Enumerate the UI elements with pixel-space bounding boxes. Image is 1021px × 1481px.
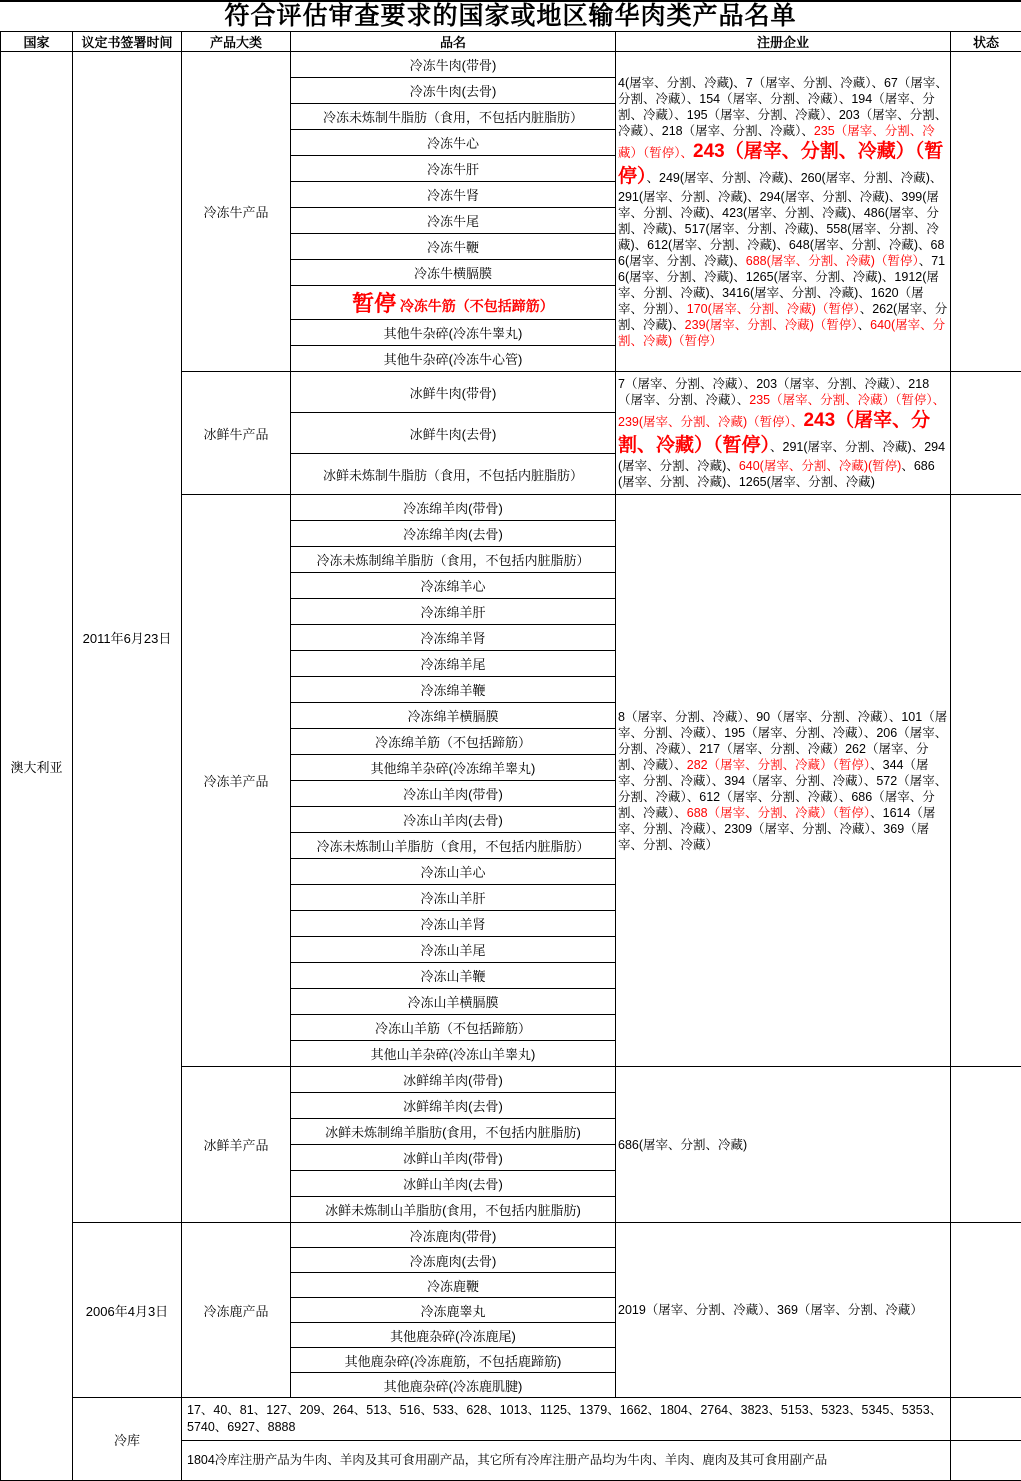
plain-text: 冷冻山羊横膈膜 — [407, 995, 498, 1010]
meat-products-table — [0, 31, 1021, 1481]
product-cell — [291, 937, 616, 963]
plain-text: 冷冻牛肝 — [427, 162, 479, 177]
product-cell — [291, 1171, 616, 1197]
product-cell — [291, 1197, 616, 1223]
plain-text: 冷冻鹿鞭 — [427, 1279, 479, 1294]
column-header-country: 国家 — [1, 32, 73, 52]
plain-text: 冷冻绵羊筋（不包括蹄筋） — [375, 735, 531, 750]
product-cell — [291, 963, 616, 989]
plain-text: 冷冻绵羊肉(带骨) — [403, 501, 503, 516]
plain-text: 、686(屠宰、分割、冷藏)、1265(屠宰、分割、冷藏) — [618, 459, 935, 489]
category-cell: 冰鲜牛产品 — [182, 372, 291, 495]
highlighted-text: 640(屠宰、分割、冷藏)(暂停) — [739, 459, 902, 473]
plain-text: 冷冻山羊筋（不包括蹄筋） — [375, 1021, 531, 1036]
product-cell — [291, 781, 616, 807]
highlighted-text: 282（屠宰、分割、冷藏）（暂停） — [687, 758, 870, 772]
plain-text: 冷冻山羊心 — [420, 865, 485, 880]
enterprises-cell — [616, 1223, 951, 1398]
plain-text: 冰鲜牛肉(去骨) — [410, 427, 497, 442]
column-header-status: 状态 — [951, 32, 1021, 52]
product-cell — [291, 1273, 616, 1298]
product-cell — [291, 625, 616, 651]
product-cell — [291, 286, 616, 320]
status-cell — [951, 1067, 1021, 1223]
highlighted-text: 235（屠宰、分割、冷藏）（暂停）、239(屠宰、分割、冷藏)（暂停）、 — [618, 393, 945, 429]
product-cell — [291, 52, 616, 78]
header-row — [1, 32, 1021, 52]
country-cell: 澳大利亚 — [1, 52, 73, 1481]
table-body — [1, 52, 1021, 1481]
plain-text: 其他鹿杂碎(冷冻鹿肌腱) — [384, 1379, 523, 1394]
product-cell — [291, 755, 616, 781]
product-cell — [291, 320, 616, 346]
product-cell — [291, 807, 616, 833]
product-cell — [291, 234, 616, 260]
plain-text: 冷冻牛肉(带骨) — [410, 58, 497, 73]
plain-text: 、 — [858, 318, 871, 332]
category-cell: 冷冻鹿产品 — [182, 1223, 291, 1398]
cold-storage-note-cell: 1804冷库注册产品为牛肉、羊肉及其可食用副产品，其它所有冷库注册产品均为牛肉、羊肉、鹿肉及其可食用副产品 — [182, 1441, 951, 1481]
date-cell: 2011年6月23日 — [73, 52, 182, 1223]
highlighted-text: 243（屠宰、分割、冷藏）（暂停） — [618, 410, 930, 456]
plain-text: 8（屠宰、分割、冷藏）、90（屠宰、分割、冷藏）、101（屠宰、分割、冷藏）、195（屠宰、分割、冷藏）、206（屠宰、分割、冷藏）、217（屠宰、分割、冷藏）262（屠宰、分割、冷藏）、 — [618, 710, 947, 772]
plain-text: 、262(屠宰、分割、冷藏)、 — [618, 302, 947, 332]
status-cell — [951, 52, 1021, 372]
product-cell — [291, 130, 616, 156]
plain-text: 冷冻绵羊肝 — [420, 605, 485, 620]
plain-text: 冷冻山羊肾 — [420, 917, 485, 932]
table-row — [1, 52, 1021, 78]
plain-text: 冰鲜牛肉(带骨) — [410, 386, 497, 401]
product-cell — [291, 260, 616, 286]
product-cell — [291, 911, 616, 937]
plain-text: 其他牛杂碎(冷冻牛睾丸) — [384, 326, 523, 341]
cold-storage-label-cell: 冷库 — [73, 1398, 182, 1481]
product-cell — [291, 372, 616, 413]
highlighted-text: 688(屠宰、分割、冷藏)（暂停） — [746, 254, 919, 268]
product-cell — [291, 495, 616, 521]
product-cell — [291, 859, 616, 885]
status-cell — [951, 1441, 1021, 1481]
highlighted-text: 235（屠宰、分割、冷藏）（暂停）、 — [618, 124, 935, 160]
highlighted-text: 170(屠宰、分割、冷藏)（暂停） — [687, 302, 860, 316]
product-cell — [291, 651, 616, 677]
product-cell — [291, 1015, 616, 1041]
plain-text: 冷冻牛肾 — [427, 188, 479, 203]
plain-text: 冷冻山羊肝 — [420, 891, 485, 906]
plain-text: 686(屠宰、分割、冷藏) — [618, 1138, 747, 1152]
plain-text: 冷冻鹿肉(带骨) — [410, 1229, 497, 1244]
product-cell — [291, 703, 616, 729]
plain-text: 冷冻未炼制绵羊脂肪（食用，不包括内脏脂肪） — [316, 553, 589, 568]
plain-text: 冷冻未炼制山羊脂肪（食用，不包括内脏脂肪） — [316, 839, 589, 854]
plain-text: 冷冻绵羊鞭 — [420, 683, 485, 698]
enterprises-cell — [616, 372, 951, 495]
plain-text: 2019（屠宰、分割、冷藏）、369（屠宰、分割、冷藏） — [618, 1303, 923, 1317]
plain-text: 冷冻牛肉(去骨) — [410, 84, 497, 99]
plain-text: 冷冻牛横膈膜 — [414, 266, 492, 281]
product-cell — [291, 454, 616, 495]
plain-text: 7（屠宰、分割、冷藏）、203（屠宰、分割、冷藏）、218（屠宰、分割、冷藏）、 — [618, 377, 929, 407]
plain-text: 冷冻未炼制牛脂肪（食用，不包括内脏脂肪） — [323, 110, 583, 125]
product-cell — [291, 1248, 616, 1273]
enterprises-cell — [616, 495, 951, 1067]
plain-text: 冷冻绵羊尾 — [420, 657, 485, 672]
product-cell — [291, 1223, 616, 1248]
product-cell — [291, 346, 616, 372]
product-cell — [291, 1119, 616, 1145]
product-cell — [291, 1093, 616, 1119]
highlighted-text: 暂停 — [352, 291, 396, 316]
plain-text: 、1614（屠宰、分割、冷藏）、2309（屠宰、分割、冷藏）、369（屠宰、分割、冷藏） — [618, 806, 935, 852]
plain-text: 冰鲜绵羊肉(去骨) — [403, 1099, 503, 1114]
category-cell: 冷冻牛产品 — [182, 52, 291, 372]
status-cell — [951, 372, 1021, 495]
product-cell — [291, 521, 616, 547]
plain-text: 冰鲜山羊肉(去骨) — [403, 1177, 503, 1192]
product-cell — [291, 833, 616, 859]
plain-text: 冰鲜未炼制牛脂肪（食用，不包括内脏脂肪） — [323, 468, 583, 483]
plain-text: 其他山羊杂碎(冷冻山羊睾丸) — [371, 1047, 536, 1062]
plain-text: 其他牛杂碎(冷冻牛心管) — [384, 352, 523, 367]
plain-text: 冷冻牛尾 — [427, 214, 479, 229]
product-cell — [291, 547, 616, 573]
product-cell — [291, 729, 616, 755]
highlighted-text: 冷冻牛筋（不包括蹄筋） — [400, 298, 554, 314]
product-cell — [291, 1323, 616, 1348]
product-cell — [291, 1145, 616, 1171]
highlighted-text: 239(屠宰、分割、冷藏)（暂停） — [685, 318, 858, 332]
plain-text: 冷冻山羊肉(带骨) — [403, 787, 503, 802]
table-row — [1, 1398, 1021, 1441]
plain-text: 冷冻山羊尾 — [420, 943, 485, 958]
product-cell — [291, 104, 616, 130]
date-cell: 2006年4月3日 — [73, 1223, 182, 1398]
plain-text: 、344（屠宰、分割、冷藏）、394（屠宰、分割、冷藏）、572（屠宰、分割、冷藏）、612（屠宰、分割、冷藏）、686（屠宰、分割、冷藏）、 — [618, 758, 947, 820]
highlighted-text: 243（屠宰、分割、冷藏）（暂停） — [618, 141, 943, 187]
plain-text: 、249(屠宰、分割、冷藏)、260(屠宰、分割、冷藏)、291(屠宰、分割、冷藏)、294(屠宰、分割、冷藏)、399(屠宰、分割、冷藏)、423(屠宰、分割、冷藏)、486(屠宰、分割、冷藏)、517(屠宰、分割、冷藏)、558(屠宰、分割、冷藏)、612(屠宰、分割、冷藏)、648(屠宰、分割、冷藏)、686(屠宰、分割、冷藏)、 — [618, 171, 944, 268]
plain-text: 冷冻鹿肉(去骨) — [410, 1254, 497, 1269]
column-header-category: 产品大类 — [182, 32, 291, 52]
product-cell — [291, 573, 616, 599]
highlighted-text: 688（屠宰、分割、冷藏）（暂停） — [687, 806, 870, 820]
plain-text: 、716(屠宰、分割、冷藏)、1265(屠宰、分割、冷藏)、1912(屠宰、分割、冷藏)、3416(屠宰、分割、冷藏)、1620（屠宰、分割）、 — [618, 254, 945, 316]
product-cell — [291, 1067, 616, 1093]
column-header-protocol-date: 议定书签署时间 — [73, 32, 182, 52]
status-cell — [951, 495, 1021, 1067]
plain-text: 冷冻鹿睾丸 — [420, 1304, 485, 1319]
product-cell — [291, 1373, 616, 1398]
enterprises-cell — [616, 52, 951, 372]
highlighted-text: 640(屠宰、分割、冷藏)（暂停） — [618, 318, 945, 348]
plain-text: 其他鹿杂碎(冷冻鹿筋，不包括鹿蹄筋) — [345, 1354, 562, 1369]
product-cell — [291, 599, 616, 625]
status-cell — [951, 1398, 1021, 1441]
category-cell: 冰鲜羊产品 — [182, 1067, 291, 1223]
plain-text: 其他绵羊杂碎(冷冻绵羊睾丸) — [371, 761, 536, 776]
product-cell — [291, 413, 616, 454]
cold-storage-numbers-cell: 17、40、81、127、209、264、513、516、533、628、1013、1125、1379、1662、1804、2764、3823、5153、5323、5345、5353、5740、6927、8888 — [182, 1398, 951, 1441]
enterprises-cell — [616, 1067, 951, 1223]
product-cell — [291, 1298, 616, 1323]
plain-text: 冷冻绵羊肾 — [420, 631, 485, 646]
plain-text: 冰鲜未炼制山羊脂肪(食用，不包括内脏脂肪) — [325, 1203, 581, 1218]
plain-text: 冰鲜未炼制绵羊脂肪(食用，不包括内脏脂肪) — [325, 1125, 581, 1140]
category-cell: 冷冻羊产品 — [182, 495, 291, 1067]
plain-text: 4(屠宰、分割、冷藏)、7（屠宰、分割、冷藏）、67（屠宰、分割、冷藏）、154（屠宰、分割、冷藏）、194（屠宰、分割、冷藏）、195（屠宰、分割、冷藏）、203（屠宰、分割、冷藏）、218（屠宰、分割、冷藏）、 — [618, 76, 948, 138]
plain-text: 其他鹿杂碎(冷冻鹿尾) — [390, 1329, 516, 1344]
product-cell — [291, 1041, 616, 1067]
column-header-product-name: 品名 — [291, 32, 616, 52]
product-cell — [291, 78, 616, 104]
product-cell — [291, 885, 616, 911]
plain-text: 冰鲜绵羊肉(带骨) — [403, 1073, 503, 1088]
table-row — [1, 1223, 1021, 1248]
plain-text: 冷冻牛鞭 — [427, 240, 479, 255]
product-cell — [291, 1348, 616, 1373]
product-cell — [291, 208, 616, 234]
product-cell — [291, 677, 616, 703]
product-cell — [291, 156, 616, 182]
plain-text: 冷冻山羊鞭 — [420, 969, 485, 984]
status-cell — [951, 1223, 1021, 1398]
plain-text: 冷冻绵羊横膈膜 — [407, 709, 498, 724]
plain-text: 冷冻山羊肉(去骨) — [403, 813, 503, 828]
page-title: 符合评估审查要求的国家或地区输华肉类产品名单 — [0, 2, 1021, 31]
plain-text: 冰鲜山羊肉(带骨) — [403, 1151, 503, 1166]
product-cell — [291, 989, 616, 1015]
plain-text: 冷冻绵羊心 — [420, 579, 485, 594]
plain-text: 冷冻绵羊肉(去骨) — [403, 527, 503, 542]
product-cell — [291, 182, 616, 208]
plain-text: 、291(屠宰、分割、冷藏)、294(屠宰、分割、冷藏)、 — [618, 440, 945, 473]
plain-text: 冷冻牛心 — [427, 136, 479, 151]
column-header-registered-enterprises: 注册企业 — [616, 32, 951, 52]
